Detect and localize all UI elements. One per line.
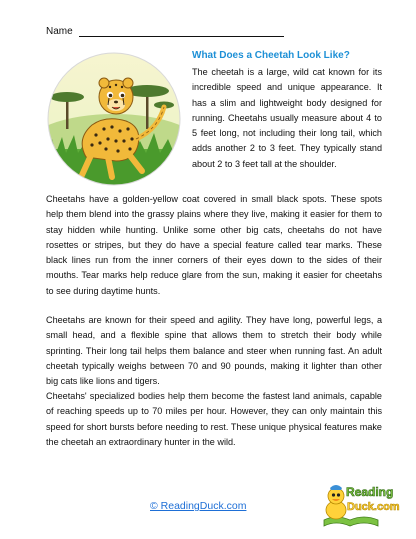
passage-title: What Does a Cheetah Look Like? <box>192 50 350 61</box>
reading-duck-logo <box>316 476 400 530</box>
paragraph-4: Cheetahs' specialized bodies help them become the fastest land animals, capable of reaching speeds up to 70 miles per hour. However, they can only maintain this speed for short bursts before needing to rest. These unique physical features make the cheetah an extraordinary hunter in the wild. <box>46 391 382 447</box>
logo-text-line1: Reading <box>346 485 394 499</box>
logo-text-line2: Duck.com <box>347 501 400 513</box>
name-label: Name <box>46 26 73 37</box>
copyright-link[interactable]: © ReadingDuck.com <box>150 500 247 512</box>
paragraph-2: Cheetahs have a golden-yellow coat covered in small black spots. These spots help them blend into the grassy plains where they live, making it easier for them to stay hidden while hunting. Unlike some other big cats, cheetahs do not have rosettes or stripes, but they do have a special feature called tear marks. These black lines run from the inner corners of their eyes down to the sides of their mouths. Tear marks help reduce glare from the sun, making it easier for cheetahs to see during daytime hunts. <box>46 194 382 296</box>
cheetah-illustration <box>46 49 182 188</box>
paragraph-3: Cheetahs are known for their speed and agility. They have long, powerful legs, a small head, and a flexible spine that allows them to stretch their body while sprinting. Their long tail helps them balance and steer when running fast. An adult cheetah typically weighs between 70 and 90 pounds, making it lighter than other big cats like lions and tigers. <box>46 315 382 387</box>
paragraph-1: The cheetah is a large, wild cat known for its incredible speed and unique appearance. It has a slim and lightweight body designed for running. Cheetahs usually measure about 4 to 5 feet long, not including their long tail, which adds another 2 to 3 feet. They typically stand about 2 to 3 feet tall at the shoulder. <box>192 67 382 169</box>
name-write-line[interactable] <box>79 26 284 37</box>
name-field-row <box>46 26 284 37</box>
